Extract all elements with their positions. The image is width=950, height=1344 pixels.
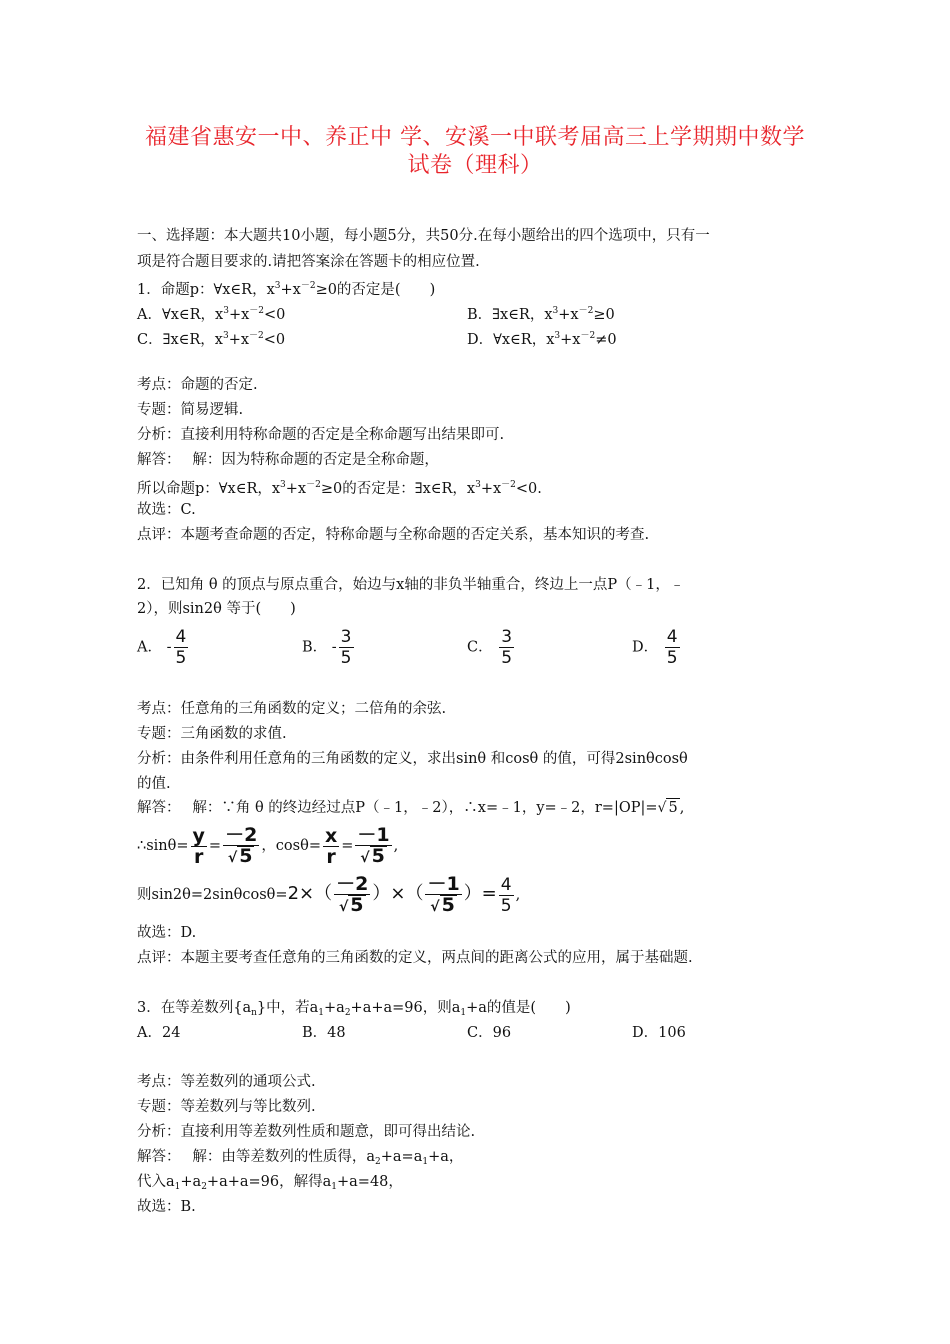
q3-zhuanti: 专题：等差数列与等比数列. <box>137 1099 316 1115</box>
q3-fenxi: 分析：直接利用等差数列性质和题意，即可得出结论. <box>137 1124 476 1140</box>
q3-answer: 故选：B. <box>137 1199 196 1215</box>
q1-option-a: A．∀x∈R，$x^3+x^{-2}<0$ <box>137 306 286 323</box>
q2-stem-line2: 2），则sin2θ 等于( ) <box>137 601 296 617</box>
q1-option-d: D．∀x∈R，$x^3+x^{-2}\ne 0$ <box>467 331 617 348</box>
section-heading-line2: 项是符合题目要求的.请把答案涂在答题卡的相应位置. <box>137 254 480 270</box>
q1-jieda: 解答： 解：因为特称命题的否定是全称命题， <box>137 452 439 468</box>
q1-option-b: B．∃x∈R，$x^3+x^{-2}\ge 0$ <box>467 306 615 323</box>
q3-kaodian: 考点：等差数列的通项公式. <box>137 1074 316 1090</box>
q3-option-b: B．48 <box>302 1025 346 1041</box>
q2-sin-cos-line: ∴sinθ= $\frac{y}{r}$ = $\frac{-2}{√ 5}$ ，cosθ= $\frac{x}{r}$ = $\frac{-1}{√ 5}$ , <box>137 823 399 868</box>
q2-zhuanti: 专题：三角函数的求值. <box>137 726 287 742</box>
q3-stem: 3．在等差数列$\{a_n\}$中，若$a_1+a_2+a+a=96$，则$a_1+a$的值是( ) <box>137 1000 571 1018</box>
q1-kaodian: 考点：命题的否定. <box>137 377 258 393</box>
q2-stem-line1: 2．已知角 θ 的顶点与原点重合，始边与x轴的非负半轴重合，终边上一点P（﹣1，﹣ <box>137 577 685 593</box>
q1-stem: 1．命题p：∀x∈R，$x^3+x^{-2}\ge 0$的否定是( ) <box>137 281 436 298</box>
q1-fenxi: 分析：直接利用特称命题的否定是全称命题写出结果即可. <box>137 427 505 443</box>
q2-kaodian: 考点：任意角的三角函数的定义；二倍角的余弦. <box>137 701 447 717</box>
q1-zhuanti: 专题：简易逻辑. <box>137 402 244 418</box>
q2-option-c: C． $\frac{3}{5}$ <box>467 627 513 668</box>
q3-dairu: 代入$a_1+a_2+a+a=96$，解得$a_1+a=48$， <box>137 1174 403 1192</box>
q3-option-c: C．96 <box>467 1025 512 1041</box>
q1-dianping: 点评：本题考查命题的否定，特称命题与全称命题的否定关系，基本知识的考查. <box>137 527 650 543</box>
q2-option-a: A． - $\frac{4}{5}$ <box>137 627 187 668</box>
q2-option-d: D． $\frac{4}{5}$ <box>632 627 678 668</box>
q2-dianping: 点评：本题主要考查任意角的三角函数的定义，两点间的距离公式的应用，属于基础题. <box>137 950 693 966</box>
q3-jieda: 解答： 解：由等差数列的性质得，$a_2+a=a_1+a$， <box>137 1149 464 1167</box>
q1-answer: 故选：C. <box>137 502 196 518</box>
q3-option-d: D．106 <box>632 1025 686 1041</box>
q3-option-a: A．24 <box>137 1025 181 1041</box>
q2-fenxi-line1: 分析：由条件利用任意角的三角函数的定义，求出sinθ 和cosθ 的值，可得2sinθcosθ <box>137 751 688 767</box>
q2-jieda-line: 解答： 解：∵角 θ 的终边经过点P（﹣1，﹣2），∴x=﹣1，y=﹣2，r=|OP|=√ 5 , <box>137 800 685 816</box>
q2-fenxi-line2: 的值. <box>137 776 171 792</box>
q2-answer: 故选：D. <box>137 925 197 941</box>
q1-solution-line: 所以命题p：∀x∈R，$x^3+x^{-2}\ge 0$的否定是：∃x∈R，$x^3+x^{-2}<0$. <box>137 480 542 497</box>
document-title-line2: 试卷（理科） <box>407 153 543 178</box>
section-heading-line1: 一、选择题：本大题共10小题，每小题5分，共50分.在每小题给出的四个选项中，只有一 <box>137 228 710 244</box>
document-title-line1: 福建省惠安一中、养正中 学、安溪一中联考届高三上学期期中数学 <box>145 125 805 150</box>
q1-option-c: C．∃x∈R，$x^3+x^{-2}<0$ <box>137 331 286 348</box>
q2-option-b: B． - $\frac{3}{5}$ <box>302 627 352 668</box>
sqrt-5: √ 5 <box>657 800 678 816</box>
q2-sin2theta-line: 则sin2θ=2sinθcosθ=2×（ $\frac{-2}{√ 5}$ ）×（ $\frac{-1}{√ 5}$ ）= $\frac{4}{5}$ , <box>137 872 521 916</box>
